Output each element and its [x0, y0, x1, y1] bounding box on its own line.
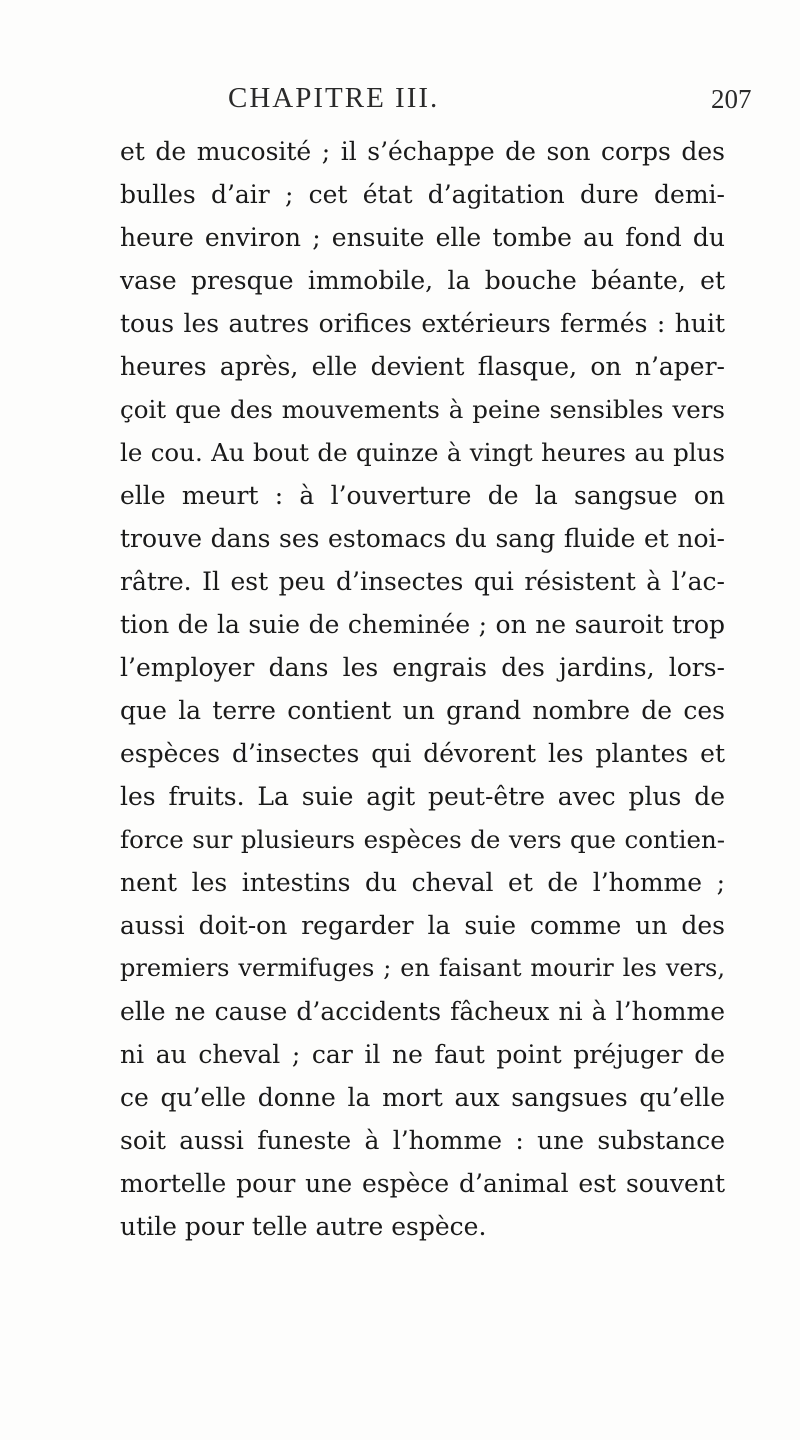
text-line: tion de la suie de cheminée ; on ne sauroit trop [120, 610, 725, 639]
text-line: le cou. Au bout de quinze à vingt heures au plus [120, 438, 725, 467]
running-head: CHAPITRE III. [228, 82, 440, 114]
body-text [120, 130, 725, 1248]
text-line: force sur plusieurs espèces de vers que contien- [120, 825, 725, 854]
text-line: heure environ ; ensuite elle tombe au fond du [120, 223, 725, 252]
text-line: utile pour telle autre espèce. [120, 1212, 487, 1241]
text-line: mortelle pour une espèce d’animal est souvent [120, 1169, 725, 1198]
text-line: soit aussi funeste à l’homme : une substance [120, 1126, 725, 1155]
page-header [0, 82, 800, 122]
text-line: ni au cheval ; car il ne faut point préjuger de [120, 1040, 725, 1069]
text-line: çoit que des mouvements à peine sensibles vers [120, 395, 725, 424]
text-line: les fruits. La suie agit peut-être avec plus de [120, 782, 725, 811]
text-line: elle ne cause d’accidents fâcheux ni à l’homme [120, 997, 725, 1026]
text-line: nent les intestins du cheval et de l’homme ; [120, 868, 725, 897]
text-line: ce qu’elle donne la mort aux sangsues qu’elle [120, 1083, 725, 1112]
text-line: bulles d’air ; cet état d’agitation dure demi- [120, 180, 725, 209]
text-line: espèces d’insectes qui dévorent les plantes et [120, 739, 725, 768]
text-line: trouve dans ses estomacs du sang fluide et noi- [120, 524, 725, 553]
text-line: l’employer dans les engrais des jardins, lors- [120, 653, 725, 682]
text-line: elle meurt : à l’ouverture de la sangsue on [120, 481, 725, 510]
text-line: et de mucosité ; il s’échappe de son corps des [120, 137, 725, 166]
text-line: premiers vermifuges ; en faisant mourir les vers, [120, 954, 725, 982]
text-line: heures après, elle devient flasque, on n’aper- [120, 352, 725, 381]
page-number: 207 [711, 84, 752, 114]
text-line: tous les autres orifices extérieurs fermés : huit [120, 309, 725, 338]
text-line: que la terre contient un grand nombre de ces [120, 696, 725, 725]
text-line: vase presque immobile, la bouche béante, et [120, 266, 725, 295]
text-line: aussi doit-on regarder la suie comme un des [120, 911, 725, 940]
text-line: râtre. Il est peu d’insectes qui résistent à l’ac- [120, 567, 725, 596]
